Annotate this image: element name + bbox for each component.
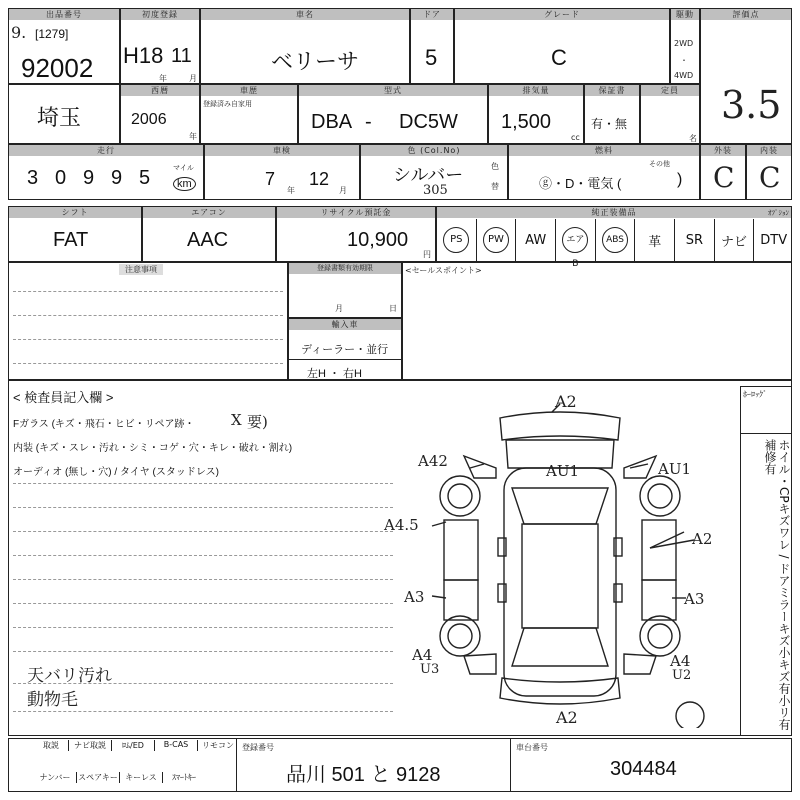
mark-door-left-rear: A3	[404, 588, 425, 606]
mark-front: A2	[555, 392, 577, 411]
displacement: 1,500	[501, 111, 552, 133]
inspection-line-1: Fガラス (キズ・飛石・ヒビ・リペア跡・	[13, 419, 195, 430]
dealer-parallel: ディーラー・並行	[301, 344, 389, 356]
mark-rear-left-2: U3	[420, 662, 440, 677]
model-year: 2006	[131, 111, 167, 128]
capacity-box	[640, 84, 700, 144]
equipment-dtv: DTV	[760, 232, 788, 248]
interior: C	[759, 161, 781, 194]
car-name: ベリーサ	[271, 49, 360, 74]
steering-side: 左H ・ 右H	[307, 368, 362, 380]
model-dash: -	[365, 111, 372, 133]
reg-deadline-box	[288, 262, 402, 318]
mileage-digit: 9	[111, 167, 123, 189]
mark-hood-left: A42	[418, 452, 448, 470]
model-code-label: 型式	[299, 85, 487, 96]
mark-door-right-rear: A3	[684, 590, 705, 608]
first-registration-month: 11	[171, 45, 192, 67]
mark-door-right: A2	[692, 530, 713, 548]
drive-box	[670, 8, 700, 84]
inspection-line-3: オーディオ (無し・穴) / タイヤ (スタッドレス)	[13, 467, 219, 478]
first-registration-box	[120, 8, 200, 84]
color-change-2: 替	[491, 182, 499, 191]
equipment-label: 純正装備品	[437, 207, 791, 218]
mileage-label: 走行	[9, 145, 203, 156]
drive-2wd: 2WD	[674, 39, 694, 48]
hand-note-1: 天バリ汚れ	[27, 666, 112, 686]
inspection-title: < 検査員記入欄 >	[13, 390, 114, 405]
interior-label: 内装	[747, 145, 791, 156]
mileage-digit: 3	[27, 167, 39, 189]
warranty: 有・無	[591, 117, 628, 131]
first-registration-era: H18	[123, 43, 164, 68]
recycle-box	[276, 206, 436, 262]
recycle-label: リサイクル預託金	[277, 207, 435, 218]
equipment-ps: PS	[437, 219, 477, 261]
yen-char: 円	[423, 250, 431, 259]
ac-label: エアコン	[143, 207, 275, 218]
inspection-line-2: 内装 (キズ・スレ・汚れ・シミ・コゲ・穴・キレ・破れ・割れ)	[13, 443, 293, 454]
score: 3.5	[721, 83, 782, 127]
km-unit: km	[173, 177, 196, 191]
chassis-label: 車台番号	[516, 743, 548, 752]
fuel-box	[508, 144, 700, 200]
sales-point-box	[402, 262, 792, 380]
option-label: ｵﾌﾟｼｮﾝ	[768, 209, 789, 217]
model-year-box	[120, 84, 200, 144]
hand-note-2: 動物毛	[27, 690, 78, 710]
mark-door-left-front: A4.5	[384, 516, 419, 534]
interior-box	[746, 144, 792, 200]
score-box	[700, 8, 792, 144]
equipment-aw: AW	[516, 219, 556, 261]
mileage-digit: 5	[139, 167, 151, 189]
ac: AAC	[187, 229, 229, 251]
inspection-month: 12	[309, 169, 330, 189]
fuel-label: 燃料	[509, 145, 699, 156]
inspection-box	[204, 144, 360, 200]
fglass-hand: 要)	[247, 413, 268, 431]
mileage-digit: 9	[83, 167, 95, 189]
shift-box	[8, 206, 142, 262]
inspection-year-char: 年	[287, 186, 295, 195]
color-number: 305	[423, 183, 448, 198]
history-label: 車歴	[201, 85, 297, 96]
drive-label: 駆動	[671, 9, 699, 20]
deadline-month: 月	[335, 304, 343, 313]
displacement-box	[488, 84, 584, 144]
fuel-close: )	[677, 171, 683, 188]
sidebar-vertical-text: ホイル・CPキズワレ / ドアミラーキズ小キズ有小リ有補修有	[763, 439, 791, 731]
fuel: ⓖ・D・電気 (	[539, 176, 622, 191]
drive-4wd: 4WD	[674, 71, 694, 80]
mark-rear: A2	[556, 708, 578, 727]
sidebar-label: ﾎｰﾛｯｸﾞ	[743, 390, 767, 399]
footer-items-bottom: ナンバー スペアキー キーレス ｽﾏｰﾄｷｰ	[34, 772, 205, 783]
exterior: C	[713, 161, 735, 194]
history-box	[200, 84, 298, 144]
notes-box	[8, 262, 288, 380]
ac-box	[142, 206, 276, 262]
lot-sub: [1279]	[35, 27, 69, 41]
grade: C	[551, 45, 567, 70]
exterior-box	[700, 144, 746, 200]
mark-rear-right-2: U2	[672, 668, 692, 683]
color-change-1: 色	[491, 162, 499, 171]
capacity-label: 定員	[641, 85, 699, 96]
lot-number: 92002	[21, 53, 94, 83]
equipment-list	[437, 219, 793, 269]
prefecture-box	[8, 84, 120, 144]
mark-rear-right-1: A4	[670, 652, 691, 670]
lot-number-label: 出品番号	[9, 9, 119, 20]
import-box	[288, 318, 402, 380]
chassis-number: 304484	[610, 758, 677, 780]
color-box	[360, 144, 508, 200]
model-prefix: DBA	[311, 111, 353, 133]
warranty-label: 保証書	[585, 85, 639, 96]
shift: FAT	[53, 229, 89, 251]
inspection-year: 7	[265, 169, 276, 189]
color-label: 色 (Col.No)	[361, 145, 507, 156]
lot-prefix: 9.	[11, 23, 27, 42]
color: シルバー	[393, 165, 464, 185]
lot-number-box	[8, 8, 120, 84]
score-label: 評価点	[701, 9, 791, 20]
drive-dot: ・	[680, 56, 688, 65]
model-code-box	[298, 84, 488, 144]
month-char: 月	[189, 74, 197, 83]
import-label: 輸入車	[289, 319, 401, 330]
history-note: 登録済み自家用	[203, 100, 252, 108]
equipment-pw: PW	[477, 219, 517, 261]
mark-rear-left-1: A4	[412, 646, 433, 664]
equipment-box	[436, 206, 792, 269]
inspection-label: 車検	[205, 145, 359, 156]
mile-unit: マイル	[173, 164, 194, 172]
car-name-box	[200, 8, 410, 84]
year-char: 年	[159, 74, 167, 83]
doors-box	[410, 8, 454, 84]
exterior-label: 外装	[701, 145, 745, 156]
mileage-box	[8, 144, 204, 200]
model-code: DC5W	[399, 111, 458, 133]
equipment-leather: 革	[635, 219, 675, 261]
deadline-day: 日	[389, 304, 397, 313]
mileage-digit: 0	[55, 167, 67, 189]
equipment-navi: ナビ	[715, 219, 755, 261]
warranty-box	[584, 84, 640, 144]
recycle: 10,900	[347, 229, 409, 251]
mark-roof: AU1	[546, 462, 580, 480]
sales-point-label: <セールスポイント>	[405, 266, 482, 275]
fglass-mark: X	[231, 411, 242, 429]
person-char: 名	[689, 134, 697, 143]
fuel-other: その他	[649, 160, 670, 168]
plate-label: 登録番号	[242, 743, 274, 752]
doors-label: ドア	[411, 9, 453, 20]
model-year-label: 西暦	[121, 85, 199, 96]
equipment-sr: SR	[675, 219, 715, 261]
displacement-label: 排気量	[489, 85, 583, 96]
footer-items-top: 取説 ナビ取説 ﾛﾑ/ED B-CAS リモコン	[34, 740, 238, 751]
first-registration-label: 初度登録	[121, 9, 199, 20]
shift-label: シフト	[9, 207, 141, 218]
car-name-label: 車名	[201, 9, 409, 20]
equipment-airbag: エアB	[556, 219, 596, 261]
grade-box	[454, 8, 670, 84]
mark-fender-right: AU1	[658, 460, 692, 478]
cc-unit: cc	[571, 133, 580, 142]
equipment-abs: ABS	[596, 219, 636, 261]
year-char-2: 年	[189, 132, 197, 141]
doors: 5	[425, 45, 438, 70]
plate-number: 品川 501 と 9128	[286, 764, 441, 786]
sidebar-box	[740, 386, 792, 736]
inspection-month-char: 月	[339, 186, 347, 195]
prefecture: 埼玉	[37, 105, 82, 130]
grade-label: グレード	[455, 9, 669, 20]
reg-deadline-label: 登録書類有効期限	[289, 263, 401, 274]
caution-label: 注意事項	[119, 264, 163, 275]
